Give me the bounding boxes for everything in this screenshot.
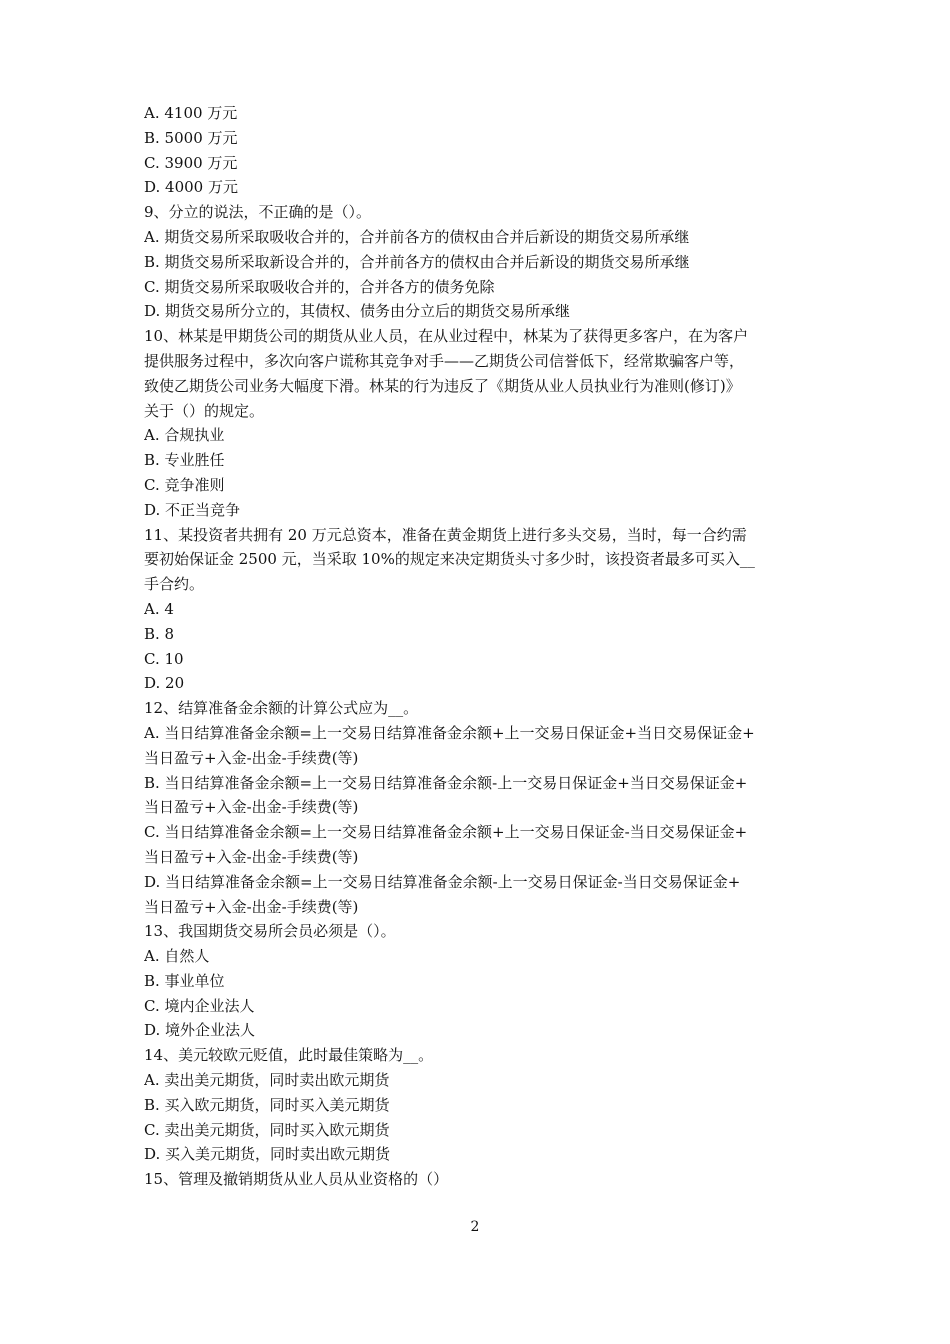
text-line: D. 20 (144, 674, 185, 693)
text-line: C. 10 (144, 649, 184, 668)
text-line: D. 期货交易所分立的，其债权、债务由分立后的期货交易所承继 (144, 302, 571, 321)
text-line: 14、美元较欧元贬值，此时最佳策略为__。 (144, 1046, 434, 1065)
text-line: C. 期货交易所采取吸收合并的，合并各方的债务免除 (144, 277, 495, 296)
text-line: 致使乙期货公司业务大幅度下滑。林某的行为违反了《期货从业人员执业行为准则(修订)》 (144, 376, 741, 395)
text-line: A. 4100 万元 (144, 104, 238, 122)
text-line: A. 4 (144, 599, 174, 618)
text-line: 当日盈亏+入金-出金-手续费(等) (144, 798, 359, 817)
text-line: A. 当日结算准备金余额=上一交易日结算准备金余额+上一交易日保证金+当日交易保证金+ (144, 723, 755, 742)
text-line: D. 当日结算准备金余额=上一交易日结算准备金余额-上一交易日保证金-当日交易保证金+ (144, 872, 741, 891)
text-line: 当日盈亏+入金-出金-手续费(等) (144, 748, 359, 767)
text-line: 13、我国期货交易所会员必须是（）。 (144, 922, 396, 941)
text-line: 关于（）的规定。 (144, 401, 265, 420)
text-line: B. 买入欧元期货，同时买入美元期货 (144, 1095, 390, 1114)
text-line: C. 竞争准则 (144, 475, 225, 494)
text-line: 10、林某是甲期货公司的期货从业人员，在从业过程中，林某为了获得更多客户，在为客户 (144, 327, 749, 346)
text-line: A. 期货交易所采取吸收合并的，合并前各方的债权由合并后新设的期货交易所承继 (144, 227, 690, 246)
text-line: 手合约。 (144, 575, 205, 594)
text-line: 9、分立的说法，不正确的是（）。 (144, 203, 372, 222)
text-line: B. 当日结算准备金余额=上一交易日结算准备金余额-上一交易日保证金+当日交易保证金+ (144, 773, 748, 792)
text-line: B. 事业单位 (144, 971, 225, 990)
text-line: A. 合规执业 (144, 426, 225, 445)
text-line: C. 3900 万元 (144, 153, 238, 172)
text-line: 要初始保证金 2500 元，当采取 10%的规定来决定期货头寸多少时，该投资者最多可买入__ (144, 550, 755, 569)
text-line: B. 5000 万元 (144, 128, 238, 147)
text-line: 当日盈亏+入金-出金-手续费(等) (144, 847, 359, 866)
text-line: A. 自然人 (144, 947, 210, 966)
text-line: D. 境外企业法人 (144, 1021, 256, 1040)
text-line: D. 买入美元期货，同时卖出欧元期货 (144, 1145, 391, 1164)
page-number: 2 (470, 1219, 480, 1235)
text-line: D. 4000 万元 (144, 178, 238, 197)
text-line: A. 卖出美元期货，同时卖出欧元期货 (144, 1071, 390, 1090)
text-line: 11、某投资者共拥有 20 万元总资本，准备在黄金期货上进行多头交易，当时，每一合约需 (144, 525, 747, 544)
text-line: 15、管理及撤销期货从业人员从业资格的（） (144, 1170, 449, 1189)
text-line: C. 当日结算准备金余额=上一交易日结算准备金余额+上一交易日保证金-当日交易保证金+ (144, 823, 748, 842)
text-line: 提供服务过程中，多次向客户谎称其竞争对手——乙期货公司信誉低下，经常欺骗客户等， (144, 351, 745, 370)
text-line: 12、结算准备金余额的计算公式应为__。 (144, 699, 419, 718)
document-body (144, 101, 814, 1192)
text-line: 当日盈亏+入金-出金-手续费(等) (144, 897, 359, 916)
text-line: C. 境内企业法人 (144, 996, 255, 1015)
text-line: D. 不正当竞争 (144, 500, 241, 519)
text-line: B. 专业胜任 (144, 451, 225, 470)
text-line: B. 期货交易所采取新设合并的，合并前各方的债权由合并后新设的期货交易所承继 (144, 252, 690, 271)
text-line: C. 卖出美元期货，同时买入欧元期货 (144, 1120, 390, 1139)
text-line: B. 8 (144, 624, 175, 643)
